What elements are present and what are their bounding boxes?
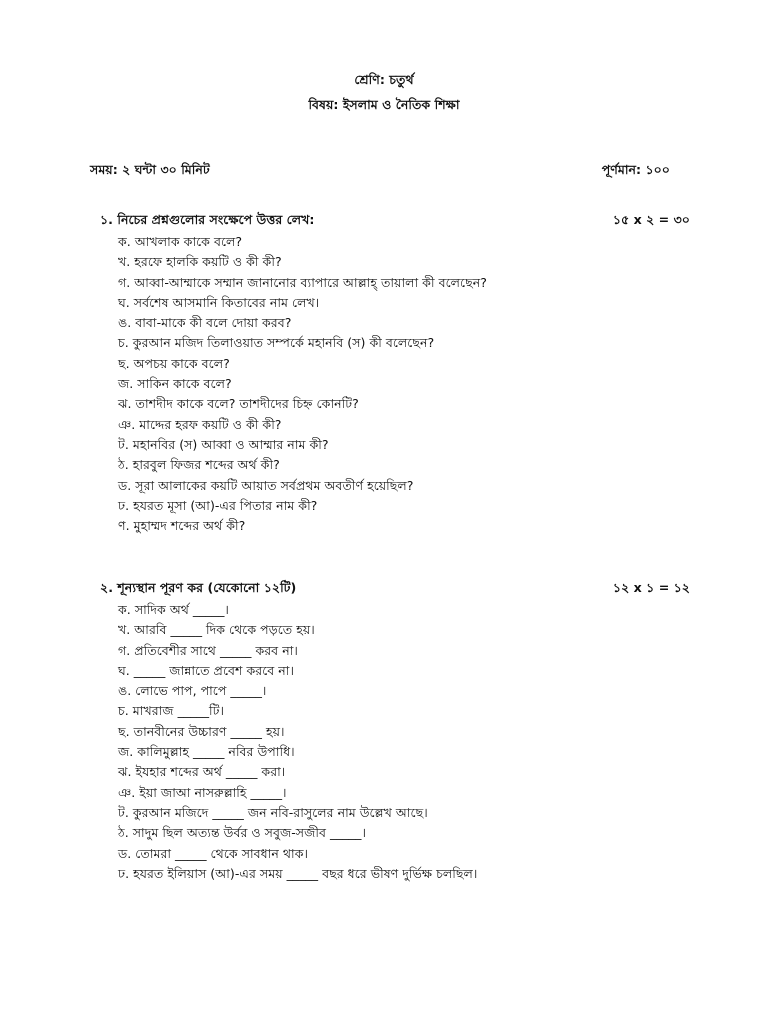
time-label: সময়: ২ ঘন্টা ৩০ মিনিট <box>90 162 210 177</box>
question-item: ট. মহানবির (স) আব্বা ও আম্মার নাম কী? <box>118 436 329 452</box>
full-marks-label: পূর্ণমান: ১০০ <box>601 162 670 177</box>
section2-marks: ১২ x ১ = ১২ <box>612 580 690 595</box>
question-item: গ. আব্বা-আম্মাকে সম্মান জানানোর ব্যাপারে আল্লাহ্ তায়ালা কী বলেছেন? <box>118 274 487 290</box>
question-item: ক. আখলাক কাকে বলে? <box>118 234 243 249</box>
question-item: খ. হরফে হালকি কয়টি ও কী কী? <box>118 254 282 270</box>
question-item: ণ. মুহাম্মদ শব্দের অর্থ কী? <box>118 518 246 534</box>
section2-title: ২. শূন্যস্থান পূরণ কর (যেকোনো ১২টি) <box>100 580 297 595</box>
section2-heading <box>100 580 690 600</box>
fill-blank-item: ঝ. ইযহার শব্দের অর্থ _____ করা। <box>118 764 286 780</box>
question-item: জ. সাকিন কাকে বলে? <box>118 376 232 392</box>
fill-blank-item: ঙ. লোভে পাপ, পাপে _____। <box>118 683 267 699</box>
section1-question-list <box>118 232 678 536</box>
fill-blank-item: ড. তোমরা _____ থেকে সাবধান থাক। <box>118 845 309 861</box>
question-item: ঠ. হারবুল ফিজর শব্দের অর্থ কী? <box>118 457 280 473</box>
fill-blank-item: ট. কুরআন মজিদে _____ জন নবি-রাসুলের নাম উল্লেখ আছে। <box>118 804 428 820</box>
question-item: চ. কুরআন মজিদ তিলাওয়াত সম্পর্কে মহানবি (স) কী বলেছেন? <box>118 335 435 351</box>
fill-blank-item: ছ. তানবীনের উচ্চারণ _____ হয়। <box>118 723 285 739</box>
fill-blank-item: ঘ. _____ জান্নাতে প্রবেশ করবে না। <box>118 662 294 678</box>
class-heading: শ্রেণি: চতুর্থ <box>354 72 414 87</box>
fill-blank-item: ঢ. হযরত ইলিয়াস (আ)-এর সময় _____ বছর ধরে ভীষণ দুর্ভিক্ষ চলছিল। <box>118 865 478 881</box>
question-item: ঞ. মাদ্দের হরফ কয়টি ও কী কী? <box>118 416 282 432</box>
question-item: ঘ. সর্বশেষ আসমানি কিতাবের নাম লেখ। <box>118 294 320 310</box>
section1-title: ১. নিচের প্রশ্নগুলোর সংক্ষেপে উত্তর লেখ: <box>100 212 315 227</box>
exam-meta-row <box>90 162 670 182</box>
section2-fill-blank-list <box>118 600 678 884</box>
section1-heading <box>100 212 690 232</box>
question-item: ছ. অপচয় কাকে বলে? <box>118 355 230 371</box>
fill-blank-item: গ. প্রতিবেশীর সাথে _____ করব না। <box>118 642 298 658</box>
fill-blank-item: জ. কালিমুল্লাহ _____ নবির উপাধি। <box>118 744 295 760</box>
subject-heading: বিষয়: ইসলাম ও নৈতিক শিক্ষা <box>308 97 460 112</box>
fill-blank-item: ক. সাদিক অর্থ _____। <box>118 602 229 617</box>
question-item: ড. সূরা আলাকের কয়টি আয়াত সর্বপ্রথম অবতীর্ণ হয়েছিল? <box>118 477 414 493</box>
fill-blank-item: চ. মাখরাজ _____টি। <box>118 703 225 719</box>
fill-blank-item: ঞ. ইয়া জাআ নাসরুল্লাহি _____। <box>118 784 287 800</box>
question-item: ঙ. বাবা-মাকে কী বলে দোয়া করব? <box>118 315 292 331</box>
section1-marks: ১৫ x ২ = ৩০ <box>612 212 690 227</box>
question-item: ঢ. হযরত মূসা (আ)-এর পিতার নাম কী? <box>118 497 318 513</box>
fill-blank-item: খ. আরবি _____ দিক থেকে পড়তে হয়। <box>118 622 315 638</box>
fill-blank-item: ঠ. সাদুম ছিল অত্যন্ত উর্বর ও সবুজ-সজীব _____। <box>118 825 366 841</box>
question-item: ঝ. তাশদীদ কাকে বলে? তাশদীদের চিহ্ন কোনটি? <box>118 396 359 412</box>
